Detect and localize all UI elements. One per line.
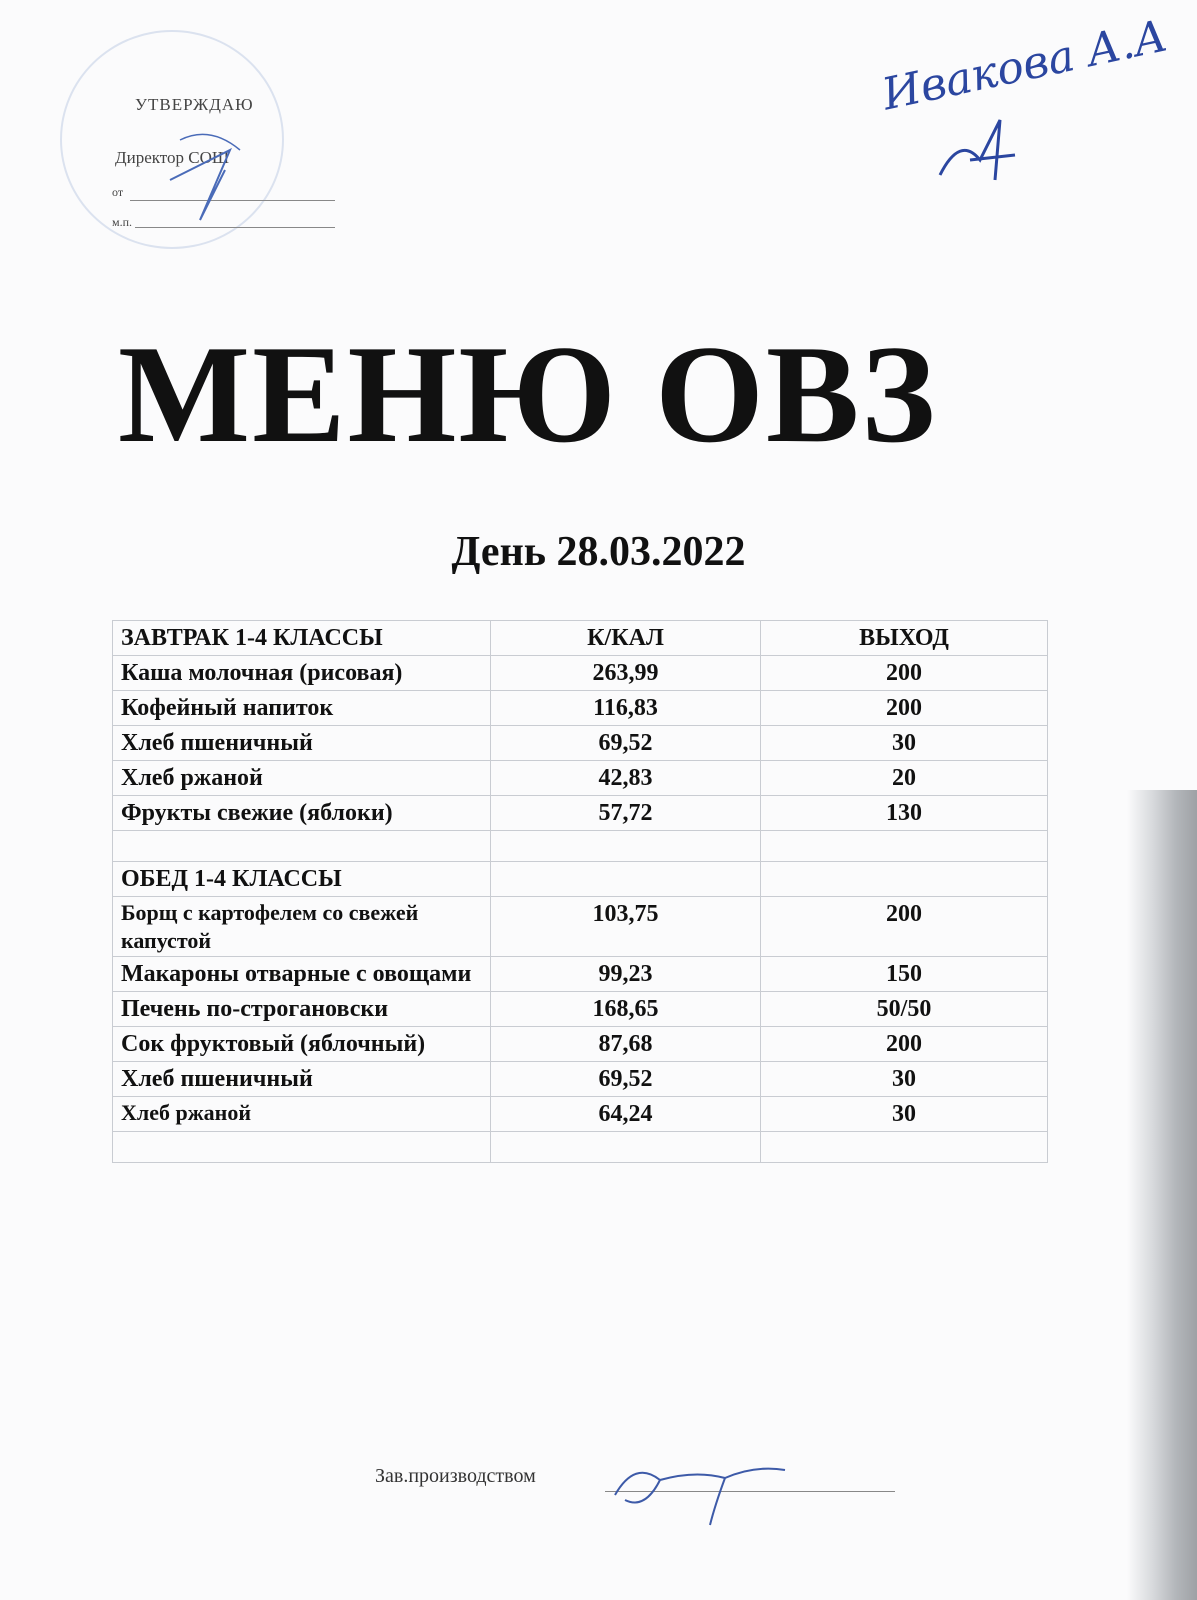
from-label: от bbox=[112, 185, 124, 199]
dish-output: 200 bbox=[761, 897, 1048, 957]
production-head-signature bbox=[605, 1440, 835, 1530]
signature-mark bbox=[880, 40, 1140, 190]
header-meal: ЗАВТРАК 1-4 КЛАССЫ bbox=[113, 621, 491, 656]
dish-kcal: 116,83 bbox=[491, 691, 761, 726]
blank-cell bbox=[761, 831, 1048, 862]
dish-output: 200 bbox=[761, 691, 1048, 726]
table-row bbox=[113, 796, 1048, 831]
menu-day: День 28.03.2022 bbox=[451, 529, 746, 575]
footer-signature bbox=[375, 1465, 895, 1545]
table-row bbox=[113, 761, 1048, 796]
blank-cell bbox=[113, 831, 491, 862]
dish-output: 200 bbox=[761, 1027, 1048, 1062]
dish-name: Хлеб пшеничный bbox=[113, 1062, 491, 1097]
approval-block bbox=[60, 30, 290, 250]
table-row bbox=[113, 1097, 1048, 1132]
dish-name: Хлеб ржаной bbox=[113, 1097, 491, 1132]
blank-cell bbox=[761, 1132, 1048, 1163]
blank-cell bbox=[491, 862, 761, 897]
dish-name: Макароны отварные с овощами bbox=[113, 957, 491, 992]
signature-top bbox=[877, 10, 1172, 190]
director-label: Директор СОШ bbox=[115, 148, 229, 167]
director-signature bbox=[60, 30, 290, 250]
table-header-row bbox=[113, 621, 1048, 656]
table-row bbox=[113, 1062, 1048, 1097]
dish-name: Фрукты свежие (яблоки) bbox=[113, 796, 491, 831]
dish-output: 200 bbox=[761, 656, 1048, 691]
dish-kcal: 64,24 bbox=[491, 1097, 761, 1132]
blank-row bbox=[113, 831, 1048, 862]
blank-cell bbox=[491, 1132, 761, 1163]
table-row bbox=[113, 691, 1048, 726]
signature-name: Ивакова А.А bbox=[877, 10, 1172, 121]
dish-kcal: 99,23 bbox=[491, 957, 761, 992]
table-row bbox=[113, 992, 1048, 1027]
dish-name: Борщ с картофелем со свежей капустой bbox=[113, 897, 491, 957]
dish-name: Каша молочная (рисовая) bbox=[113, 656, 491, 691]
scan-shadow bbox=[1127, 790, 1197, 1600]
header-output: ВЫХОД bbox=[761, 621, 1048, 656]
dish-kcal: 87,68 bbox=[491, 1027, 761, 1062]
lunch-header: ОБЕД 1-4 КЛАССЫ bbox=[113, 862, 491, 897]
blank-row bbox=[113, 1132, 1048, 1163]
table-row bbox=[113, 957, 1048, 992]
blank-cell bbox=[113, 1132, 491, 1163]
page-title: МЕНЮ ОВЗ bbox=[118, 317, 938, 472]
lunch-header-row bbox=[113, 862, 1048, 897]
dish-kcal: 57,72 bbox=[491, 796, 761, 831]
dish-output: 50/50 bbox=[761, 992, 1048, 1027]
dish-kcal: 263,99 bbox=[491, 656, 761, 691]
dish-output: 150 bbox=[761, 957, 1048, 992]
table-row bbox=[113, 1027, 1048, 1062]
dish-kcal: 103,75 bbox=[491, 897, 761, 957]
dish-output: 30 bbox=[761, 1062, 1048, 1097]
dish-output: 20 bbox=[761, 761, 1048, 796]
table-row bbox=[113, 656, 1048, 691]
dish-name: Печень по-строгановски bbox=[113, 992, 491, 1027]
dish-name: Сок фруктовый (яблочный) bbox=[113, 1027, 491, 1062]
table-row bbox=[113, 726, 1048, 761]
dish-output: 30 bbox=[761, 1097, 1048, 1132]
blank-cell bbox=[491, 831, 761, 862]
blank-cell bbox=[761, 862, 1048, 897]
mp-label: м.п. bbox=[112, 215, 133, 229]
dish-name: Хлеб пшеничный bbox=[113, 726, 491, 761]
production-head-label: Зав.производством bbox=[375, 1465, 536, 1487]
approve-label: УТВЕРЖДАЮ bbox=[135, 95, 254, 114]
dish-kcal: 168,65 bbox=[491, 992, 761, 1027]
dish-name: Кофейный напиток bbox=[113, 691, 491, 726]
header-kcal: К/КАЛ bbox=[491, 621, 761, 656]
dish-kcal: 42,83 bbox=[491, 761, 761, 796]
table-row bbox=[113, 897, 1048, 957]
dish-output: 130 bbox=[761, 796, 1048, 831]
dish-output: 30 bbox=[761, 726, 1048, 761]
dish-kcal: 69,52 bbox=[491, 726, 761, 761]
menu-table bbox=[112, 620, 1048, 1163]
dish-name: Хлеб ржаной bbox=[113, 761, 491, 796]
dish-kcal: 69,52 bbox=[491, 1062, 761, 1097]
